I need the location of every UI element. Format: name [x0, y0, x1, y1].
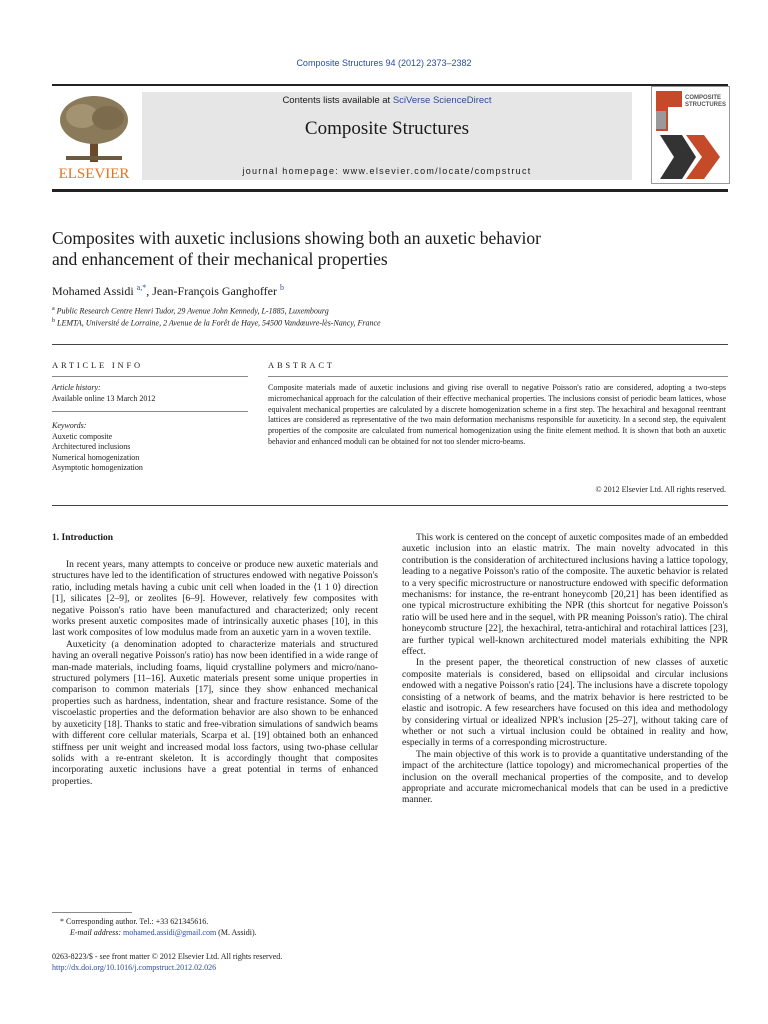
contents-line — [142, 95, 632, 106]
author-separator: , — [146, 284, 153, 298]
article-history — [52, 383, 248, 404]
journal-reference[interactable]: Composite Structures 94 (2012) 2373–2382 — [296, 58, 472, 68]
author-1: Mohamed Assidi — [52, 284, 134, 298]
title-line-1: Composites with auxetic inclusions showing both an auxetic behavior — [52, 228, 541, 248]
author-1-affil-link[interactable]: a,* — [136, 283, 147, 292]
keyword-item: Numerical homogenization — [52, 452, 140, 462]
author-2: Jean-François Ganghoffer — [152, 284, 277, 298]
keywords-label: Keywords: — [52, 421, 87, 430]
abstract-copyright: © 2012 Elsevier Ltd. All rights reserved. — [595, 485, 726, 494]
keyword-item: Auxetic composite — [52, 431, 113, 441]
affiliation-a-mark: a — [52, 306, 55, 312]
affiliation-a-text: Public Research Centre Henri Tudor, 29 Avenue John Kennedy, L-1885, Luxembourg — [56, 306, 329, 316]
abstract-rule — [268, 376, 728, 377]
affiliation-a — [52, 306, 329, 316]
footnote-rule — [52, 912, 132, 913]
issn-line: 0263-8223/$ - see front matter © 2012 Elsevier Ltd. All rights reserved. — [52, 952, 283, 961]
page-footer — [52, 952, 452, 973]
abstract-bottom-rule — [52, 505, 728, 506]
article-title — [52, 228, 692, 270]
article-info-rule — [52, 376, 248, 377]
info-top-rule — [52, 344, 728, 345]
journal-homepage[interactable]: journal homepage: www.elsevier.com/locate/compstruct — [242, 166, 532, 176]
cover-line-1: COMPOSITE — [685, 95, 722, 101]
affiliation-b-text: LEMTA, Université de Lorraine, 2 Avenue de la Forêt de Haye, 54500 Vandœuvre-lès-Nancy, France — [57, 318, 381, 328]
header-bottom-rule — [52, 189, 728, 192]
body-left-column — [52, 560, 378, 788]
email-line — [60, 928, 380, 939]
cover-line-2: STRUCTURES — [685, 101, 727, 108]
title-line-2: and enhancement of their mechanical properties — [52, 249, 388, 269]
journal-title: Composite Structures — [304, 118, 470, 139]
email-suffix: (M. Assidi). — [216, 927, 257, 937]
body-right-column — [402, 533, 728, 807]
author-list — [52, 283, 284, 299]
cover-title — [685, 95, 726, 108]
contents-prefix: Contents lists available at — [282, 95, 393, 106]
paragraph: Auxeticity (a denomination adopted to characterize materials and structured having an overall negative Poisson's ratio) has now been identified in a wide range of man-made materials, including foams, liquid crystalline polymers and micro/nano-structured polymers [11–16]. Auxetic materials present some unique properties in comparison to common materials [17], since they show enhanced mechanical properties such as hardness, indentation, shear and fracture resistance. Some of the viscoelastic properties and the deformation behavior are also shown to be enhanced by auxeticity [18]. Thanks to static and free-vibration simulations of sandwich beams with different core cellular materials, Scarpa et al. [19] obtained both an enhanced stiffness per unit weight and increased modal loss factors, using two-phase cellular solids with a re-entrant skeleton. It is accordingly thought that composites incorporating auxetic inclusions have a great potential in terms of enhanced properties. — [52, 639, 378, 787]
footnote — [60, 917, 380, 938]
affiliation-b — [52, 318, 381, 328]
keywords-block — [52, 421, 248, 474]
paragraph: The main objective of this work is to provide a quantitative understanding of the impact of the architecture (lattice topology) and micromechanical properties of the inclusion on the overall mechanical properties of the composite, and to develop appropriate and accurate micromechanical models that can be used in a predictive manner. — [402, 749, 728, 806]
email-label: E-mail address: — [70, 927, 124, 937]
paragraph: In recent years, many attempts to conceive or produce new auxetic materials and structures have led to the identification of structures endowed with negative Poisson's ratio, including metals having a cubic unit cell when loaded in the ⟨1 1 0⟩ direction [1], silicates [2–9], or zeolites [6–9]. However, relatively few composites with negative Poisson's ratio have been manufactured and characterized; only recent works present auxetic composites made of intrinsically auxetic phases [10], in this last work composites of low modulus made from an auxetic yarn in a woven textile. — [52, 560, 378, 639]
section-heading-introduction: 1. Introduction — [52, 533, 114, 543]
keywords-rule — [52, 411, 248, 412]
abstract-text: Composite materials made of auxetic inclusions and giving rise overall to negative Poisson's ratio are considered, adopting a two-steps micromechanical approach for the calculation of their effective mechanical properties. The inclusions consist of periodic beam lattices, whose equivalent mechanical properties are calculated by a discrete homogenization scheme in a first step. The hexachiral and hexagonal reentrant lattices are considered as representative of the two main deformation mechanisms responsible for auxeticity. In a second step, the equivalent properties of the composite are calculated from numerical homogenization using the finite element method. It is shown that both an auxetic behavior and enhanced moduli can be obtained for not too slender micro-beams. — [268, 383, 726, 446]
history-value: Available online 13 March 2012 — [52, 393, 156, 403]
keyword-item: Asymptotic homogenization — [52, 463, 143, 472]
doi-link[interactable]: http://dx.doi.org/10.1016/j.compstruct.2012.02.026 — [52, 962, 217, 972]
journal-cover — [651, 86, 730, 184]
paragraph: This work is centered on the concept of auxetic composites made of an embedded auxetic inclusion into an elastic matrix. The main novelty advocated in this contribution is the consideration of architectured inclusions having a lattice topology, leading to a negative Poisson's ratio of the composite. The auxetic behavior is related to a very specific microstructure or nanostructure endowed with specific deformation mechanisms: for instance, the re-entrant honeycomb [20,21] has been identified as one typical microstructure exhibiting the NPR (this shortcut for negative Poisson's ratio will be used here and in the sequel, with PR meaning Poisson's ratio). The chiral honeycomb structure [22], the hexachiral, tetra-antichiral and rotachiral lattices [23], are further typical well-known architectured model materials exhibiting the NPR effect. — [402, 533, 728, 658]
publisher-name: ELSEVIER — [58, 166, 130, 182]
sciencedirect-link[interactable]: SciVerse ScienceDirect — [392, 95, 492, 106]
paragraph: In the present paper, the theoretical construction of new classes of auxetic composite materials is considered, based on ellipsoidal and circular inclusions endowed with a negative Poisson's ratio [24]. The inclusions have a discrete topology consisting of a network of beams, and the matrix behavior is here restricted to be elastic and isotropic. A few researchers have focused on this idea and methodology by considering virtual or idealized NPR's inclusion [25–27], without taking care of whether or not such a virtual inclusion could be obtained in reality and how, especially in terms of a corresponding microstructure. — [402, 658, 728, 749]
elsevier-logo[interactable] — [52, 90, 136, 182]
header-top-rule — [52, 84, 728, 86]
corresponding-author-note: * Corresponding author. Tel.: +33 621345616. — [60, 917, 209, 926]
author-2-affil-link[interactable]: b — [279, 283, 284, 292]
email-link[interactable]: mohamed.assidi@gmail.com — [123, 927, 217, 937]
keyword-item: Architectured inclusions — [52, 442, 131, 451]
abstract-heading: ABSTRACT — [268, 360, 335, 370]
affiliation-b-mark: b — [52, 318, 55, 324]
elsevier-tree-icon — [52, 90, 136, 182]
article-info-heading: ARTICLE INFO — [52, 360, 143, 370]
history-label: Article history: — [52, 383, 101, 392]
